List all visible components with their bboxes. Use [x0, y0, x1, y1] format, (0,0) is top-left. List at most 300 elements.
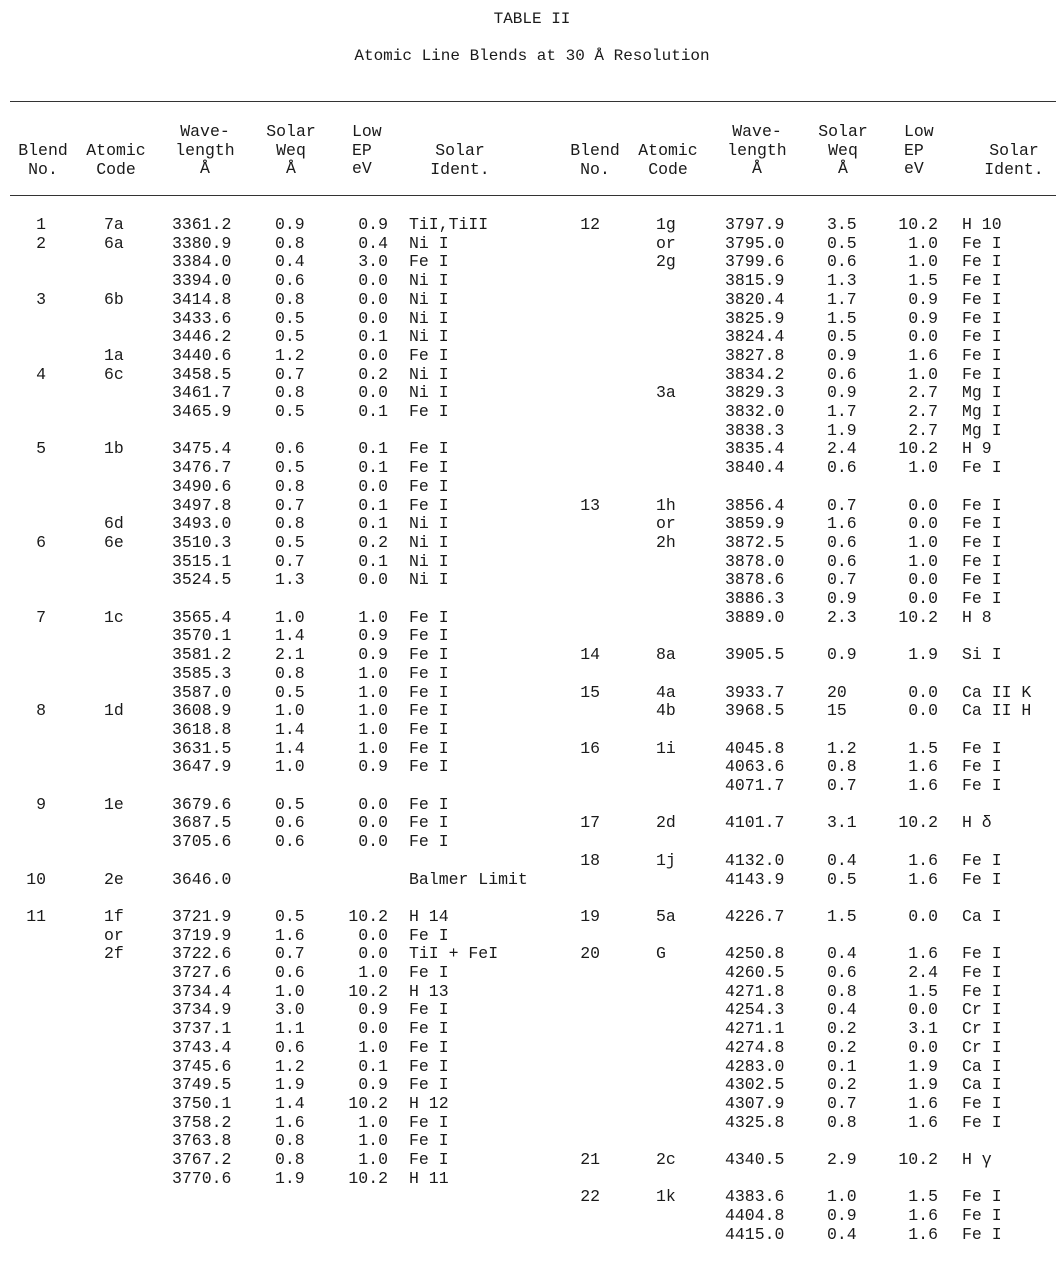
cell-low-ep: 0.0	[908, 589, 938, 608]
cell-solar-weq: 0.8	[275, 514, 305, 534]
cell-wavelength: 4307.9	[725, 1093, 785, 1113]
cell-low-ep: 1.6	[908, 345, 938, 365]
cell-low-ep: 0.2	[358, 532, 388, 552]
header-blend-no-right: Blend No.	[570, 141, 620, 179]
cell-low-ep: 1.6	[908, 1224, 938, 1244]
cell-low-ep: 3.0	[358, 252, 388, 272]
cell-solar-weq: 1.4	[275, 719, 305, 739]
cell-low-ep: 1.0	[358, 1131, 388, 1151]
cell-low-ep: 0.9	[358, 757, 388, 777]
cell-wavelength: 3834.2	[725, 364, 785, 384]
cell-atomic-code: 1c	[104, 607, 124, 627]
cell-low-ep: 1.0	[908, 458, 938, 478]
cell-solar-ident: H 13	[409, 981, 449, 1001]
cell-solar-weq: 0.6	[275, 832, 305, 852]
cell-solar-weq: 0.5	[275, 682, 305, 702]
cell-solar-ident: Fe I	[962, 589, 1002, 608]
cell-solar-ident: Fe I	[962, 1187, 1002, 1207]
cell-solar-weq: 0.5	[275, 308, 305, 328]
cell-atomic-code: 6c	[104, 364, 124, 384]
cell-atomic-code: 2h	[656, 532, 676, 552]
cell-solar-weq: 0.6	[275, 271, 305, 291]
cell-solar-weq: 1.3	[827, 271, 857, 291]
cell-solar-ident: Fe I	[409, 1075, 449, 1095]
cell-solar-ident: Fe I	[409, 495, 449, 515]
cell-blend-no: 21	[580, 1150, 600, 1169]
cell-solar-ident: Fe I	[409, 458, 449, 478]
cell-wavelength: 3767.2	[172, 1150, 232, 1169]
cell-wavelength: 3797.9	[725, 215, 785, 234]
cell-wavelength: 3886.3	[725, 589, 785, 608]
cell-blend-no: 14	[580, 645, 600, 665]
cell-wavelength: 3763.8	[172, 1131, 232, 1151]
cell-low-ep: 1.0	[358, 663, 388, 683]
cell-low-ep: 0.9	[358, 626, 388, 646]
cell-blend-no: 12	[580, 215, 600, 234]
cell-solar-ident: Fe I	[962, 271, 1002, 291]
cell-blend-no: 13	[580, 495, 600, 515]
cell-solar-weq: 0.4	[275, 252, 305, 272]
cell-solar-ident: Fe I	[409, 1037, 449, 1057]
cell-solar-ident: Ca II K	[962, 682, 1032, 702]
cell-solar-weq: 0.8	[275, 476, 305, 496]
cell-solar-ident: Fe I	[409, 663, 449, 683]
cell-solar-weq: 0.9	[827, 589, 857, 608]
cell-solar-weq: 1.1	[275, 1019, 305, 1039]
cell-wavelength: 4071.7	[725, 776, 785, 795]
cell-low-ep: 1.6	[908, 869, 938, 889]
cell-solar-ident: Ni I	[409, 532, 449, 552]
cell-solar-ident: Fe I	[409, 1112, 449, 1132]
cell-wavelength: 3414.8	[172, 289, 232, 309]
cell-solar-weq: 0.7	[827, 776, 857, 795]
cell-atomic-code: 1d	[104, 701, 124, 721]
cell-solar-weq: 0.7	[827, 1093, 857, 1113]
cell-blend-no: 19	[580, 906, 600, 926]
header-solar-weq: Solar Weq Å	[266, 122, 316, 178]
cell-solar-weq: 2.3	[827, 607, 857, 627]
cell-low-ep: 3.1	[908, 1019, 938, 1039]
cell-solar-weq: 1.0	[275, 607, 305, 627]
cell-blend-no: 17	[580, 813, 600, 833]
cell-solar-ident: Fe I	[409, 626, 449, 646]
cell-wavelength: 3721.9	[172, 906, 232, 926]
cell-low-ep: 2.7	[908, 402, 938, 421]
cell-atomic-code: 6a	[104, 233, 124, 253]
cell-atomic-code: 1a	[104, 345, 124, 365]
cell-solar-weq: 3.1	[827, 813, 857, 833]
cell-atomic-code: 6b	[104, 289, 124, 309]
cell-solar-weq: 0.9	[827, 1206, 857, 1226]
cell-solar-ident: H 9	[962, 439, 992, 459]
cell-low-ep: 10.2	[898, 215, 938, 234]
cell-solar-ident: Fe I	[409, 963, 449, 982]
cell-wavelength: 3446.2	[172, 327, 232, 347]
cell-low-ep: 1.0	[908, 233, 938, 253]
cell-low-ep: 0.1	[358, 495, 388, 515]
cell-blend-no: 7	[36, 607, 46, 627]
cell-low-ep: 1.5	[908, 738, 938, 758]
cell-solar-ident: Ni I	[409, 308, 449, 328]
cell-wavelength: 3687.5	[172, 813, 232, 833]
header-blend-no: Blend No.	[18, 141, 68, 179]
cell-low-ep: 0.1	[358, 514, 388, 534]
cell-low-ep: 1.0	[908, 532, 938, 552]
cell-solar-weq: 0.6	[827, 458, 857, 478]
cell-solar-ident: Fe I	[409, 607, 449, 627]
cell-wavelength: 3933.7	[725, 682, 785, 702]
cell-solar-ident: Fe I	[409, 719, 449, 739]
cell-solar-weq: 0.2	[827, 1075, 857, 1095]
cell-low-ep: 10.2	[348, 981, 388, 1001]
cell-blend-no: 9	[36, 794, 46, 814]
cell-solar-ident: Ca I	[962, 1056, 1002, 1076]
cell-low-ep: 1.0	[358, 701, 388, 721]
cell-solar-ident: Fe I	[409, 1131, 449, 1151]
cell-wavelength: 4404.8	[725, 1206, 785, 1226]
cell-atomic-code: 2g	[656, 252, 676, 272]
cell-wavelength: 3458.5	[172, 364, 232, 384]
cell-atomic-code: 2c	[656, 1150, 676, 1169]
cell-solar-weq: 0.9	[275, 215, 305, 234]
cell-solar-ident: Cr I	[962, 1019, 1002, 1039]
cell-low-ep: 0.0	[358, 570, 388, 590]
cell-low-ep: 0.9	[358, 1075, 388, 1095]
cell-blend-no: 2	[36, 233, 46, 253]
cell-wavelength: 3476.7	[172, 458, 232, 478]
cell-blend-no: 5	[36, 439, 46, 459]
cell-low-ep: 1.0	[358, 963, 388, 982]
cell-low-ep: 0.0	[358, 289, 388, 309]
cell-wavelength: 3835.4	[725, 439, 785, 459]
cell-solar-ident: Ni I	[409, 514, 449, 534]
cell-solar-ident: Fe I	[962, 963, 1002, 982]
cell-solar-weq: 0.7	[827, 495, 857, 515]
cell-low-ep: 0.2	[358, 364, 388, 384]
cell-wavelength: 3770.6	[172, 1168, 232, 1188]
cell-low-ep: 0.0	[358, 345, 388, 365]
cell-wavelength: 3705.6	[172, 832, 232, 852]
cell-wavelength: 4101.7	[725, 813, 785, 833]
cell-solar-weq: 0.2	[827, 1037, 857, 1057]
cell-solar-weq: 0.5	[275, 402, 305, 421]
cell-low-ep: 1.0	[908, 551, 938, 571]
cell-solar-weq: 0.7	[275, 551, 305, 571]
cell-wavelength: 3608.9	[172, 701, 232, 721]
cell-wavelength: 3734.9	[172, 1000, 232, 1020]
cell-solar-weq: 1.5	[827, 308, 857, 328]
cell-solar-weq: 0.9	[827, 345, 857, 365]
cell-wavelength: 4302.5	[725, 1075, 785, 1095]
cell-low-ep: 0.9	[358, 1000, 388, 1020]
cell-solar-ident: Ni I	[409, 570, 449, 590]
cell-wavelength: 3878.0	[725, 551, 785, 571]
cell-wavelength: 3968.5	[725, 701, 785, 721]
cell-solar-weq: 0.5	[275, 906, 305, 926]
cell-solar-ident: Ca I	[962, 1075, 1002, 1095]
header-atomic-code: Atomic Code	[86, 141, 146, 179]
cell-solar-ident: Ni I	[409, 364, 449, 384]
cell-solar-ident: Fe I	[962, 233, 1002, 253]
cell-solar-ident: Fe I	[962, 757, 1002, 777]
cell-low-ep: 2.4	[908, 963, 938, 982]
cell-wavelength: 3585.3	[172, 663, 232, 683]
cell-solar-ident: Mg I	[962, 420, 1002, 440]
cell-wavelength: 3832.0	[725, 402, 785, 421]
cell-solar-weq: 0.4	[827, 1224, 857, 1244]
cell-atomic-code: or	[656, 233, 676, 253]
cell-wavelength: 3820.4	[725, 289, 785, 309]
cell-wavelength: 3719.9	[172, 925, 232, 945]
cell-wavelength: 4045.8	[725, 738, 785, 758]
cell-solar-ident: Cr I	[962, 1000, 1002, 1020]
cell-solar-weq: 1.9	[827, 420, 857, 440]
cell-low-ep: 1.0	[358, 607, 388, 627]
cell-wavelength: 3510.3	[172, 532, 232, 552]
cell-solar-weq: 0.7	[275, 495, 305, 515]
cell-blend-no: 4	[36, 364, 46, 384]
cell-blend-no: 22	[580, 1187, 600, 1207]
cell-solar-ident: TiI,TiII	[409, 215, 489, 234]
cell-low-ep: 10.2	[348, 1168, 388, 1188]
cell-wavelength: 3872.5	[725, 532, 785, 552]
cell-low-ep: 1.0	[358, 719, 388, 739]
cell-blend-no: 15	[580, 682, 600, 702]
table-title: Atomic Line Blends at 30 Å Resolution	[354, 47, 710, 65]
cell-wavelength: 4325.8	[725, 1112, 785, 1132]
cell-low-ep: 2.7	[908, 383, 938, 403]
cell-atomic-code: 1j	[656, 850, 676, 870]
cell-atomic-code: 6d	[104, 514, 124, 534]
cell-wavelength: 3515.1	[172, 551, 232, 571]
cell-low-ep: 0.9	[358, 645, 388, 665]
header-wavelength: Wave- length Å	[175, 122, 235, 178]
cell-atomic-code: 1h	[656, 495, 676, 515]
cell-solar-ident: Fe I	[409, 439, 449, 459]
cell-solar-ident: Fe I	[962, 738, 1002, 758]
cell-low-ep: 1.6	[908, 850, 938, 870]
cell-wavelength: 3631.5	[172, 738, 232, 758]
cell-wavelength: 3727.6	[172, 963, 232, 982]
cell-wavelength: 3743.4	[172, 1037, 232, 1057]
cell-wavelength: 3827.8	[725, 345, 785, 365]
cell-solar-weq: 0.8	[827, 757, 857, 777]
cell-wavelength: 3859.9	[725, 514, 785, 534]
cell-wavelength: 4143.9	[725, 869, 785, 889]
cell-solar-ident: Fe I	[409, 1019, 449, 1039]
cell-wavelength: 3497.8	[172, 495, 232, 515]
cell-wavelength: 3856.4	[725, 495, 785, 515]
cell-wavelength: 3679.6	[172, 794, 232, 814]
cell-solar-weq: 0.5	[827, 327, 857, 347]
cell-solar-weq: 0.8	[827, 981, 857, 1001]
cell-solar-ident: H δ	[962, 813, 992, 833]
cell-solar-weq: 0.9	[827, 645, 857, 665]
cell-solar-weq: 0.5	[827, 233, 857, 253]
cell-atomic-code: 1g	[656, 215, 676, 234]
cell-solar-weq: 0.8	[275, 663, 305, 683]
cell-low-ep: 1.9	[908, 645, 938, 665]
cell-solar-weq: 0.6	[827, 963, 857, 982]
cell-wavelength: 3581.2	[172, 645, 232, 665]
header-solar-ident: Solar Ident.	[430, 141, 490, 179]
cell-solar-ident: H γ	[962, 1150, 992, 1169]
cell-solar-weq: 1.7	[827, 289, 857, 309]
cell-low-ep: 1.5	[908, 981, 938, 1001]
cell-solar-ident: Fe I	[409, 738, 449, 758]
cell-wavelength: 3745.6	[172, 1056, 232, 1076]
cell-solar-weq: 0.6	[275, 813, 305, 833]
cell-solar-ident: Fe I	[962, 495, 1002, 515]
cell-solar-ident: Fe I	[962, 327, 1002, 347]
cell-wavelength: 3646.0	[172, 869, 232, 889]
cell-solar-weq: 1.7	[827, 402, 857, 421]
cell-solar-weq: 0.8	[275, 289, 305, 309]
cell-wavelength: 3905.5	[725, 645, 785, 665]
cell-wavelength: 3878.6	[725, 570, 785, 590]
header-solar-weq-right: Solar Weq Å	[818, 122, 868, 178]
cell-solar-weq: 1.9	[275, 1075, 305, 1095]
cell-solar-ident: Fe I	[962, 1112, 1002, 1132]
cell-solar-weq: 1.0	[275, 701, 305, 721]
cell-wavelength: 4271.8	[725, 981, 785, 1001]
cell-low-ep: 10.2	[348, 1093, 388, 1113]
cell-atomic-code: or	[104, 925, 124, 945]
cell-wavelength: 3380.9	[172, 233, 232, 253]
cell-low-ep: 1.6	[908, 1206, 938, 1226]
cell-solar-ident: Fe I	[409, 682, 449, 702]
cell-atomic-code: 2d	[656, 813, 676, 833]
header-atomic-code-right: Atomic Code	[638, 141, 698, 179]
cell-solar-weq: 1.9	[275, 1168, 305, 1188]
cell-low-ep: 1.0	[908, 364, 938, 384]
cell-solar-ident: Fe I	[409, 1000, 449, 1020]
cell-low-ep: 1.0	[358, 682, 388, 702]
cell-atomic-code: 6e	[104, 532, 124, 552]
cell-low-ep: 1.6	[908, 757, 938, 777]
cell-low-ep: 1.6	[908, 944, 938, 964]
cell-wavelength: 4132.0	[725, 850, 785, 870]
cell-wavelength: 4226.7	[725, 906, 785, 926]
cell-solar-weq: 0.1	[827, 1056, 857, 1076]
cell-solar-ident: Fe I	[409, 645, 449, 665]
cell-low-ep: 0.4	[358, 233, 388, 253]
cell-solar-weq: 0.4	[827, 850, 857, 870]
cell-wavelength: 3587.0	[172, 682, 232, 702]
cell-solar-weq: 15	[827, 701, 847, 721]
cell-wavelength: 3838.3	[725, 420, 785, 440]
cell-wavelength: 3758.2	[172, 1112, 232, 1132]
cell-low-ep: 0.0	[358, 383, 388, 403]
cell-low-ep: 0.0	[358, 476, 388, 496]
cell-solar-ident: Fe I	[962, 364, 1002, 384]
cell-solar-ident: Ca I	[962, 906, 1002, 926]
cell-solar-ident: Fe I	[409, 925, 449, 945]
cell-wavelength: 3825.9	[725, 308, 785, 328]
cell-low-ep: 0.0	[908, 570, 938, 590]
cell-solar-weq: 1.0	[275, 981, 305, 1001]
cell-wavelength: 3824.4	[725, 327, 785, 347]
cell-low-ep: 0.1	[358, 458, 388, 478]
cell-atomic-code: G	[656, 944, 666, 964]
cell-wavelength: 3475.4	[172, 439, 232, 459]
cell-low-ep: 0.0	[908, 495, 938, 515]
cell-low-ep: 1.0	[358, 1037, 388, 1057]
cell-wavelength: 3384.0	[172, 252, 232, 272]
cell-blend-no: 8	[36, 701, 46, 721]
cell-solar-ident: Cr I	[962, 1037, 1002, 1057]
cell-wavelength: 4274.8	[725, 1037, 785, 1057]
cell-low-ep: 0.1	[358, 1056, 388, 1076]
cell-solar-weq: 1.5	[827, 906, 857, 926]
cell-blend-no: 16	[580, 738, 600, 758]
cell-solar-weq: 1.2	[827, 738, 857, 758]
cell-solar-weq: 0.6	[827, 551, 857, 571]
cell-solar-weq: 0.6	[827, 252, 857, 272]
cell-solar-ident: Ni I	[409, 271, 449, 291]
cell-solar-ident: TiI + FeI	[409, 944, 499, 964]
cell-low-ep: 0.0	[358, 813, 388, 833]
cell-blend-no: 20	[580, 944, 600, 964]
cell-low-ep: 1.0	[358, 1150, 388, 1169]
cell-solar-weq: 0.6	[827, 532, 857, 552]
cell-atomic-code: 2f	[104, 944, 124, 964]
cell-blend-no: 11	[26, 906, 46, 926]
cell-low-ep: 1.5	[908, 271, 938, 291]
cell-solar-ident: Fe I	[962, 308, 1002, 328]
cell-solar-ident: Fe I	[962, 252, 1002, 272]
cell-solar-weq: 0.4	[827, 944, 857, 964]
cell-low-ep: 0.0	[908, 906, 938, 926]
cell-atomic-code: 7a	[104, 215, 124, 234]
cell-atomic-code: 5a	[656, 906, 676, 926]
cell-low-ep: 0.0	[358, 271, 388, 291]
cell-wavelength: 4254.3	[725, 1000, 785, 1020]
cell-wavelength: 4260.5	[725, 963, 785, 982]
cell-atomic-code: 1f	[104, 906, 124, 926]
cell-low-ep: 1.0	[358, 1112, 388, 1132]
cell-solar-ident: Fe I	[409, 813, 449, 833]
cell-low-ep: 0.9	[908, 289, 938, 309]
cell-blend-no: 3	[36, 289, 46, 309]
cell-wavelength: 4271.1	[725, 1019, 785, 1039]
cell-solar-weq: 1.0	[827, 1187, 857, 1207]
cell-solar-ident: Balmer Limit	[409, 869, 528, 889]
cell-wavelength: 3565.4	[172, 607, 232, 627]
cell-solar-weq: 0.6	[275, 1037, 305, 1057]
cell-atomic-code: 2e	[104, 869, 124, 889]
cell-solar-weq: 1.3	[275, 570, 305, 590]
cell-solar-ident: Fe I	[962, 1224, 1002, 1244]
cell-low-ep: 0.0	[358, 944, 388, 964]
cell-solar-ident: Mg I	[962, 383, 1002, 403]
cell-solar-weq: 1.4	[275, 1093, 305, 1113]
header-rule	[10, 195, 1056, 196]
cell-atomic-code: 1b	[104, 439, 124, 459]
cell-solar-weq: 2.1	[275, 645, 305, 665]
cell-low-ep: 0.0	[908, 682, 938, 702]
cell-low-ep: 0.0	[358, 308, 388, 328]
cell-low-ep: 0.1	[358, 402, 388, 421]
cell-solar-ident: Fe I	[962, 1093, 1002, 1113]
cell-low-ep: 0.0	[908, 514, 938, 534]
cell-solar-weq: 0.2	[827, 1019, 857, 1039]
cell-solar-ident: Fe I	[409, 757, 449, 777]
cell-solar-weq: 0.6	[275, 963, 305, 982]
cell-solar-weq: 0.8	[275, 233, 305, 253]
cell-solar-weq: 0.4	[827, 1000, 857, 1020]
cell-solar-ident: Ni I	[409, 383, 449, 403]
